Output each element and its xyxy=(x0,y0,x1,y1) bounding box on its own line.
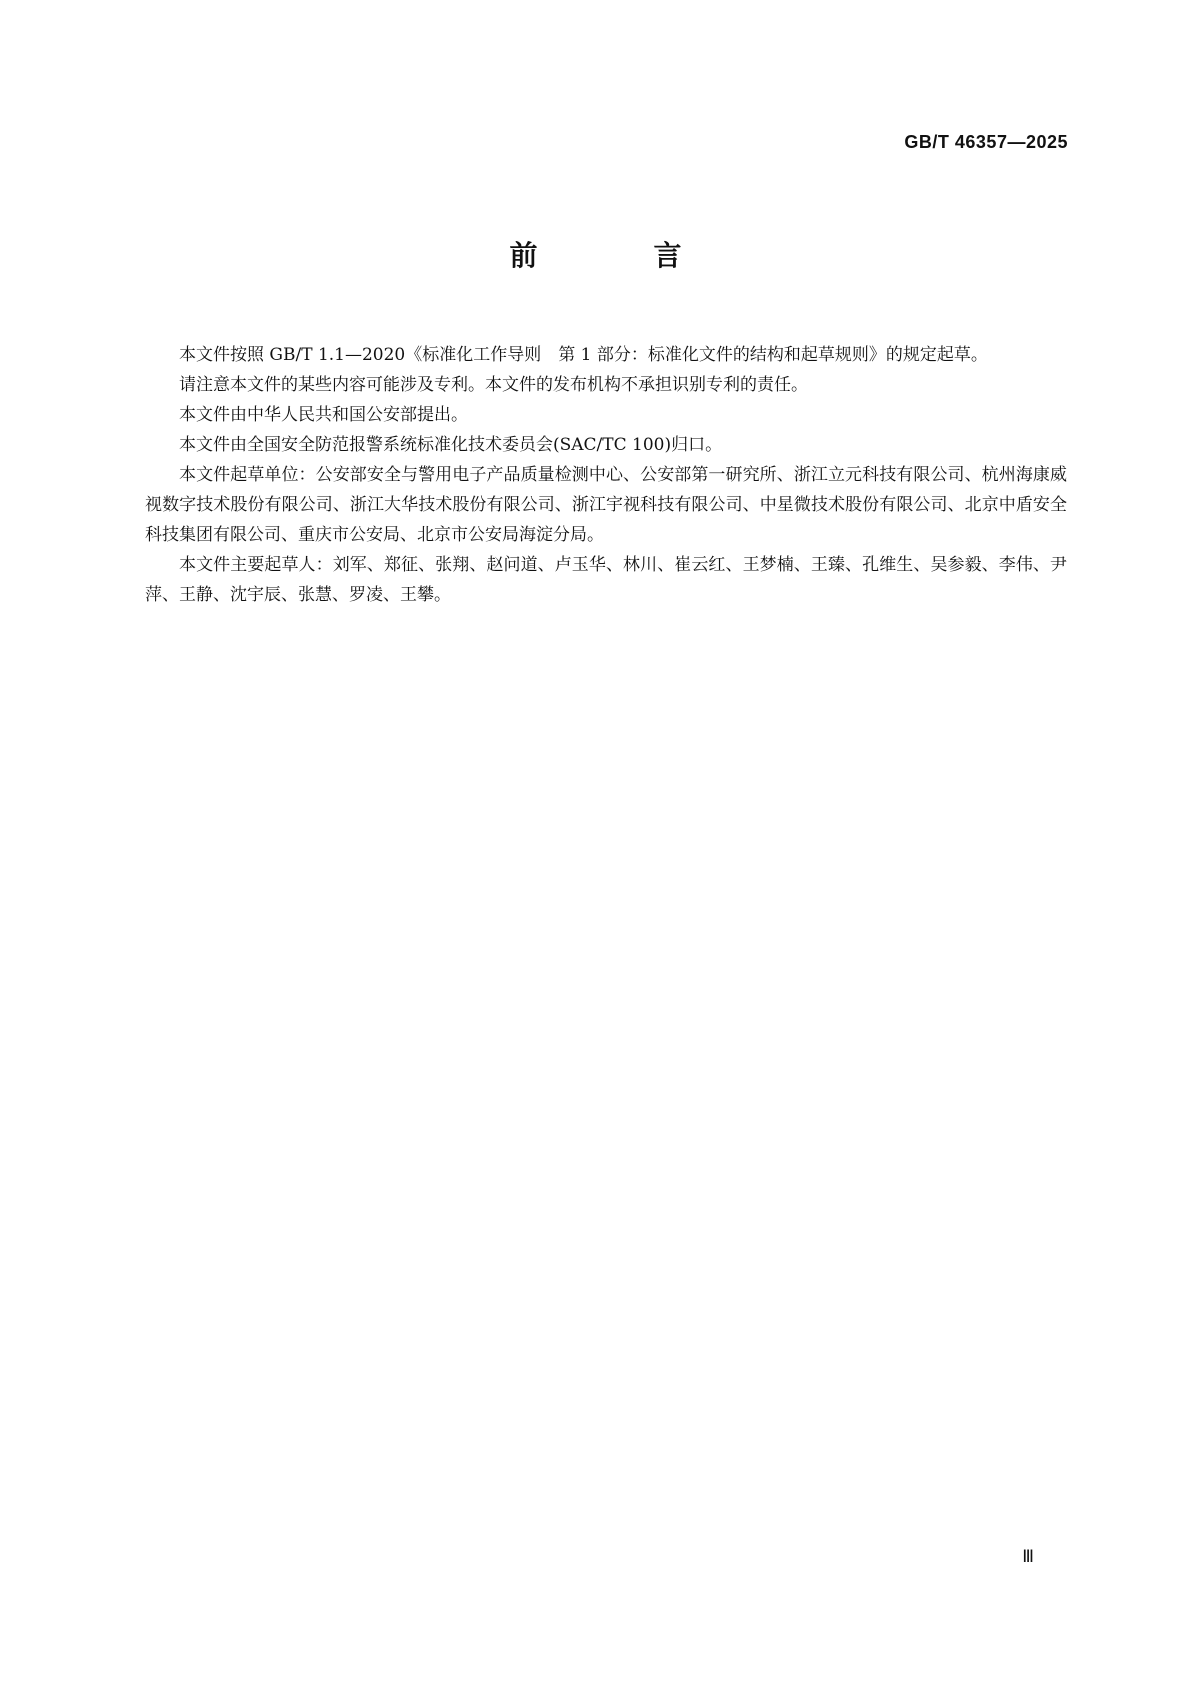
preface-paragraph-patent-notice: 请注意本文件的某些内容可能涉及专利。本文件的发布机构不承担识别专利的责任。 xyxy=(179,375,808,395)
preface-paragraph-drafters: 本文件主要起草人：刘军、郑征、张翔、赵问道、卢玉华、林川、崔云红、王梦楠、王臻、孔维生、吴参毅、李伟、尹萍、王静、沈宇辰、张慧、罗凌、王攀。 xyxy=(145,555,1067,605)
preface-paragraph-drafting-rules: 本文件按照 GB/T 1.1—2020《标准化工作导则 第 1 部分：标准化文件的结构和起草规则》的规定起草。 xyxy=(179,345,988,365)
preface-paragraph-proposer: 本文件由中华人民共和国公安部提出。 xyxy=(179,405,468,425)
preface-body xyxy=(145,340,1067,610)
preface-paragraph-committee: 本文件由全国安全防范报警系统标准化技术委员会(SAC/TC 100)归口。 xyxy=(179,435,723,455)
document-code: GB/T 46357—2025 xyxy=(904,132,1068,152)
page-number: Ⅲ xyxy=(1022,1547,1034,1566)
preface-paragraph-drafting-units: 本文件起草单位：公安部安全与警用电子产品质量检测中心、公安部第一研究所、浙江立元科技有限公司、杭州海康威视数字技术股份有限公司、浙江大华技术股份有限公司、浙江宇视科技有限公司、中星微技术股份有限公司、北京中盾安全科技集团有限公司、重庆市公安局、北京市公安局海淀分局。 xyxy=(145,465,1067,545)
page-title: 前 言 xyxy=(509,239,726,272)
